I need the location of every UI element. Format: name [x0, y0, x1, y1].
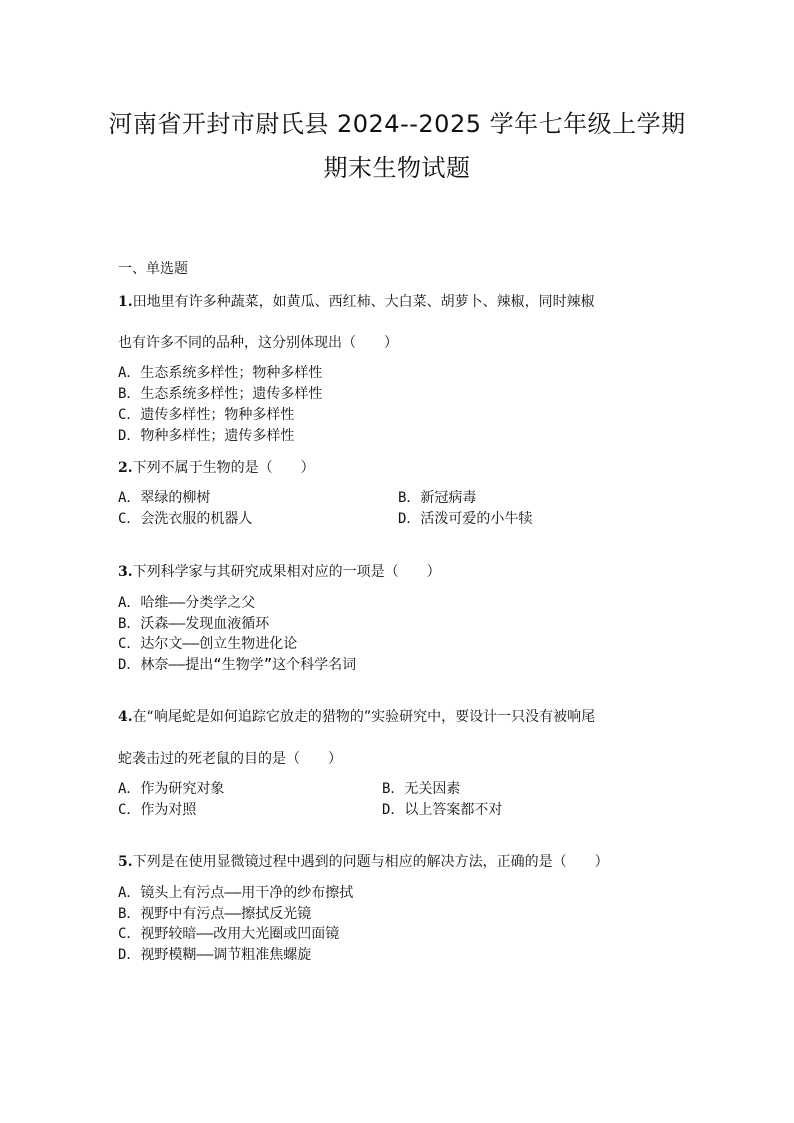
- question-5-option-d: D．视野模糊——调节粗准焦螺旋: [118, 947, 312, 963]
- section-heading: 一、单选题: [118, 261, 188, 277]
- question-1-option-b: B．生态系统多样性；遗传多样性: [118, 386, 323, 402]
- question-4-option-d: D．以上答案都不对: [382, 802, 503, 818]
- exam-title-line2: 期末生物试题: [323, 154, 471, 182]
- question-1-option-c: C．遗传多样性；物种多样性: [118, 407, 295, 423]
- question-4-option-b: B．无关因素: [382, 781, 461, 797]
- question-5-stem: [118, 851, 609, 871]
- question-3-option-a: A．哈维——分类学之父: [118, 595, 256, 611]
- question-2-text: 下列不属于生物的是（ ）: [132, 460, 315, 476]
- question-2-number: 2.: [118, 460, 133, 476]
- question-5-number: 5.: [118, 854, 133, 870]
- question-2-stem: [118, 457, 315, 477]
- question-4-option-a: A．作为研究对象: [118, 781, 225, 797]
- question-1-text-line1: 田地里有许多种蔬菜，如黄瓜、西红柿、大白菜、胡萝卜、辣椒，同时辣椒: [132, 294, 595, 310]
- question-4-text-line1: 在“响尾蛇是如何追踪它放走的猎物的”实验研究中，要设计一只没有被响尾: [132, 709, 596, 725]
- question-1-text-line2: 也有许多不同的品种，这分别体现出（ ）: [118, 335, 398, 351]
- question-3-number: 3.: [118, 564, 133, 580]
- question-2-option-d: D．活泼可爱的小牛犊: [398, 511, 533, 527]
- question-5-text: 下列是在使用显微镜过程中遇到的问题与相应的解决方法，正确的是（ ）: [132, 854, 609, 870]
- question-4-text-line2: 蛇袭击过的死老鼠的目的是（ ）: [118, 751, 342, 767]
- exam-title-line1: 河南省开封市尉氏县 2024--2025 学年七年级上学期: [108, 110, 686, 138]
- question-3-text: 下列科学家与其研究成果相对应的一项是（ ）: [132, 564, 441, 580]
- question-1-option-d: D．物种多样性；遗传多样性: [118, 428, 295, 444]
- question-2-option-a: A．翠绿的柳树: [118, 490, 211, 506]
- question-1-number: 1.: [118, 294, 133, 310]
- question-5-option-c: C．视野较暗——改用大光圈或凹面镜: [118, 926, 340, 942]
- question-1-option-a: A．生态系统多样性；物种多样性: [118, 365, 323, 381]
- question-4-stem: [118, 706, 595, 726]
- question-3-stem: [118, 561, 441, 581]
- question-5-option-b: B．视野中有污点——擦拭反光镜: [118, 906, 312, 922]
- question-1-stem: [118, 291, 595, 311]
- question-4-option-c: C．作为对照: [118, 802, 197, 818]
- question-2-option-c: C．会洗衣服的机器人: [118, 511, 253, 527]
- question-3-option-d: D．林奈——提出“生物学”这个科学名词: [118, 657, 357, 673]
- question-2-option-b: B．新冠病毒: [398, 490, 477, 506]
- question-3-option-c: C．达尔文——创立生物进化论: [118, 636, 298, 652]
- question-4-number: 4.: [118, 709, 133, 725]
- question-5-option-a: A．镜头上有污点——用干净的纱布擦拭: [118, 885, 354, 901]
- question-3-option-b: B．沃森——发现血液循环: [118, 616, 270, 632]
